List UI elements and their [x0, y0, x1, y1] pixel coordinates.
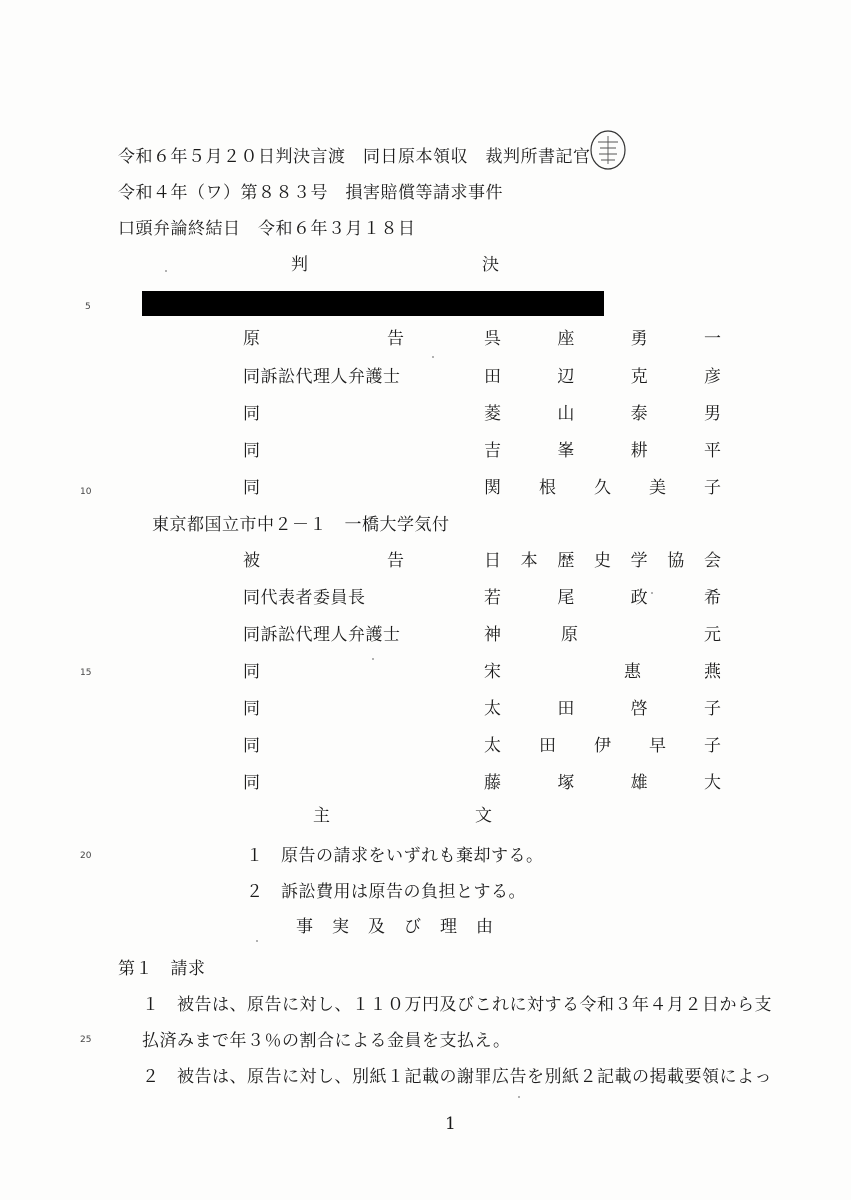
plaintiff-counsel-name	[484, 478, 721, 498]
scan-speck	[651, 592, 653, 594]
claim-1-line-2: 払済みまで年３％の割合による金員を支払え。	[142, 1031, 511, 1051]
court-clerk-seal	[588, 128, 628, 172]
line-number: 5	[85, 302, 91, 312]
name-char: 歴	[557, 551, 575, 571]
defendant-counsel-role: 同	[243, 662, 261, 682]
line-number: 20	[80, 851, 92, 861]
name-char: 子	[704, 478, 721, 498]
name-char: 呉	[484, 329, 501, 349]
name-char: 山	[557, 404, 575, 424]
name-char: 耕	[630, 441, 648, 461]
role-char: 告	[387, 329, 404, 349]
name-char: 克	[630, 367, 648, 387]
plaintiff-counsel-role: 同訴訟代理人弁護士	[243, 367, 401, 387]
name-char: 関	[484, 478, 501, 498]
plaintiff-name	[484, 329, 721, 349]
name-char: 藤	[484, 773, 501, 793]
scan-speck	[256, 940, 258, 942]
defendant-counsel-name	[484, 773, 721, 793]
document-title-char-2: 決	[482, 255, 500, 275]
name-char: 神	[484, 625, 502, 645]
name-char: 美	[649, 478, 666, 498]
defendant-role	[243, 551, 404, 571]
name-char: 男	[703, 404, 721, 424]
name-char: 尾	[557, 588, 575, 608]
name-char: 協	[667, 551, 685, 571]
scan-speck	[372, 658, 374, 660]
defendant-rep-role: 同代表者委員長	[243, 588, 366, 608]
section-1-heading: 第１ 請求	[118, 959, 206, 979]
role-char: 原	[243, 329, 260, 349]
name-char: 泰	[630, 404, 648, 424]
name-char: 原	[561, 625, 579, 645]
name-char: 一	[703, 329, 721, 349]
plaintiff-counsel-role: 同	[243, 404, 261, 424]
name-char: 田	[557, 699, 575, 719]
claim-1-line-1: １ 被告は、原告に対し、１１０万円及びこれに対する令和３年４月２日から支	[142, 995, 772, 1015]
name-char: 学	[630, 551, 648, 571]
scan-speck	[432, 356, 434, 358]
defendant-counsel-role: 同	[243, 773, 261, 793]
name-char: 根	[539, 478, 556, 498]
name-char: 田	[539, 736, 556, 756]
defendant-counsel-name	[484, 699, 721, 719]
defendant-address: 東京都国立市中２－１ 一橋大学気付	[152, 515, 450, 535]
name-char: 燕	[704, 662, 722, 682]
shubun-item-2: ２ 訴訟費用は原告の負担とする。	[246, 882, 526, 902]
name-char: 雄	[630, 773, 648, 793]
header-line-case-number: 令和４年（ワ）第８８３号 損害賠償等請求事件	[118, 183, 503, 203]
defendant-counsel-role: 同	[243, 736, 261, 756]
name-char: 史	[593, 551, 611, 571]
name-char: 太	[484, 699, 501, 719]
plaintiff-counsel-name	[484, 367, 721, 387]
name-char: 太	[484, 736, 501, 756]
header-line-closing-date: 口頭弁論終結日 令和６年３月１８日	[118, 219, 416, 239]
page-number: 1	[445, 1114, 457, 1134]
shubun-heading-char: 主	[313, 806, 331, 826]
name-char: 子	[704, 736, 721, 756]
name-char: 啓	[630, 699, 648, 719]
redacted-address-bar	[142, 291, 604, 316]
line-number: 25	[80, 1035, 92, 1045]
name-char: 大	[703, 773, 721, 793]
plaintiff-counsel-name	[484, 441, 721, 461]
plaintiff-counsel-name	[484, 404, 721, 424]
name-char: 早	[649, 736, 666, 756]
line-number: 15	[80, 668, 92, 678]
name-char: 久	[594, 478, 611, 498]
name-char: 伊	[594, 736, 611, 756]
shubun-heading-char: 文	[475, 806, 493, 826]
name-char: 座	[557, 329, 575, 349]
name-char: 政	[630, 588, 648, 608]
scan-speck	[165, 270, 167, 272]
name-char: 峯	[557, 441, 575, 461]
defendant-rep-name	[484, 588, 721, 608]
name-char: 菱	[484, 404, 501, 424]
reasons-heading: 事 実 及 び 理 由	[296, 917, 494, 937]
name-char: 希	[703, 588, 721, 608]
name-char: 子	[703, 699, 721, 719]
plaintiff-role	[243, 329, 404, 349]
name-char: 田	[484, 367, 501, 387]
name-char: 日	[484, 551, 501, 571]
header-line-judgment-date: 令和６年５月２０日判決言渡 同日原本領収 裁判所書記官	[118, 147, 591, 167]
plaintiff-counsel-role: 同	[243, 441, 261, 461]
document-title-char-1: 判	[291, 255, 309, 275]
name-char: 若	[484, 588, 501, 608]
claim-2-line-1: ２ 被告は、原告に対し、別紙１記載の謝罪広告を別紙２記載の掲載要領によっ	[142, 1067, 772, 1087]
role-char: 告	[387, 551, 404, 571]
name-char: 本	[520, 551, 538, 571]
name-char: 辺	[557, 367, 575, 387]
shubun-item-1: １ 原告の請求をいずれも棄却する。	[246, 846, 544, 866]
defendant-name	[484, 551, 721, 571]
name-char: 平	[703, 441, 721, 461]
name-char: 会	[703, 551, 721, 571]
name-char: 元	[704, 625, 722, 645]
scan-speck	[518, 1096, 520, 1098]
name-char: 宋	[484, 662, 502, 682]
name-char: 吉	[484, 441, 501, 461]
name-char: 勇	[630, 329, 648, 349]
name-char: 塚	[557, 773, 575, 793]
defendant-counsel-role: 同	[243, 699, 261, 719]
plaintiff-counsel-role: 同	[243, 478, 261, 498]
line-number: 10	[80, 487, 92, 497]
defendant-counsel-role: 同訴訟代理人弁護士	[243, 625, 401, 645]
name-char: 彦	[703, 367, 721, 387]
defendant-counsel-name	[484, 736, 721, 756]
name-char: 惠	[624, 662, 642, 682]
role-char: 被	[243, 551, 260, 571]
